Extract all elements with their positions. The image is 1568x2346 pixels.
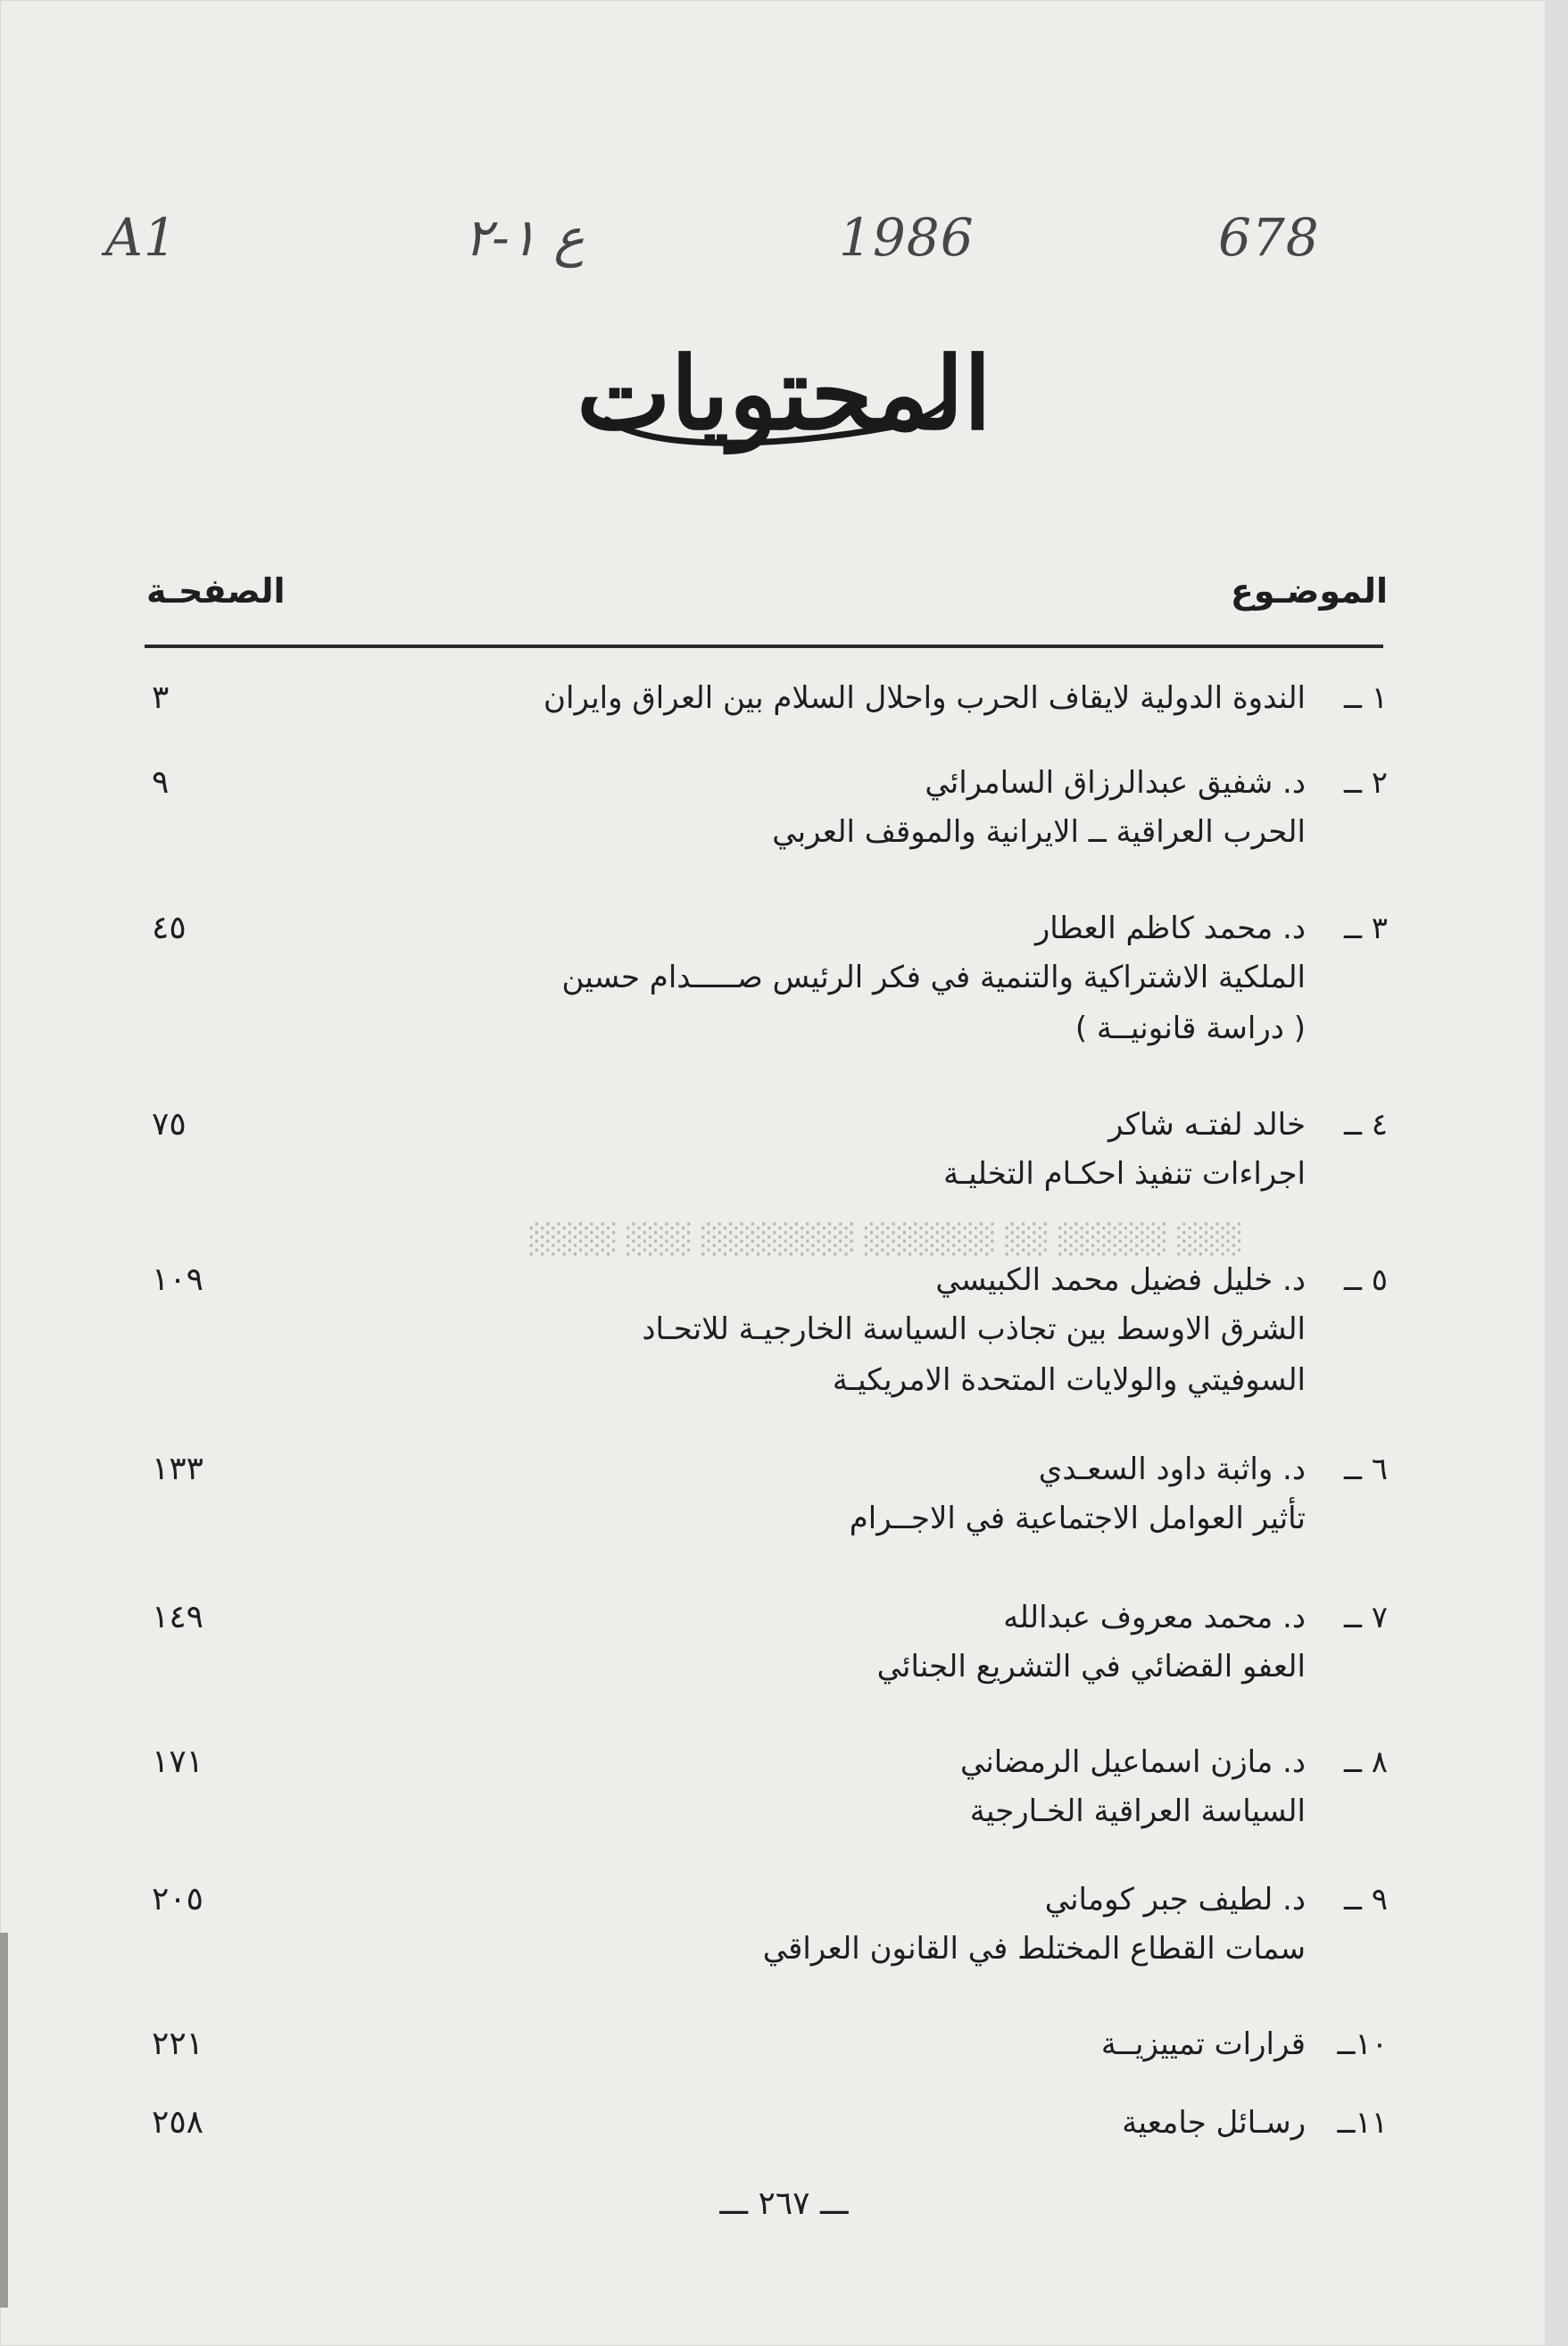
entry-title-line	[543, 678, 1388, 718]
subject-column-header: الموضـوع	[1230, 571, 1388, 611]
entry-author: خالد لفتـه شاكر	[1108, 1107, 1306, 1143]
entry-title: سمات القطاع المختلط في القانون العراقي	[762, 1931, 1306, 1967]
entry-title: الحرب العراقية ــ الايرانية والموقف العربي	[772, 814, 1306, 850]
entry-page-number: ١٣٣	[152, 1451, 204, 1487]
entry-number: ٦ ــ	[1344, 1452, 1388, 1487]
entry-author: د. واثبة داود السعـدي	[1038, 1452, 1306, 1487]
entry-title: الشرق الاوسط بين تجاذب السياسة الخارجيـة للاتحـاد	[642, 1311, 1306, 1347]
page-footer-number: ـــ ٢٦٧ ـــ	[719, 2185, 849, 2222]
header-divider	[145, 645, 1383, 648]
entry-author-line	[1039, 1450, 1388, 1489]
entry-title: اجراءات تنفيذ احكـام التخليـة	[943, 1156, 1306, 1192]
entry-author: د. محمد كاظم العطار	[1034, 911, 1306, 946]
entry-number: ٢ ــ	[1344, 765, 1388, 801]
entry-author-line	[1108, 1105, 1388, 1144]
page-column-header: الصفحـة	[146, 571, 286, 611]
entry-title: رسـائل جامعية	[1122, 2105, 1306, 2141]
handwritten-year: 1986	[839, 207, 975, 268]
entry-author-line	[1045, 1880, 1388, 1919]
entry-page-number: ٧٥	[152, 1106, 187, 1143]
entry-title: الملكية الاشتراكية والتنمية في فكر الرئيس صـــــدام حسين	[561, 960, 1306, 995]
entry-number: ٤ ــ	[1344, 1107, 1388, 1143]
entry-author-line	[935, 1260, 1388, 1300]
entry-page-number: ١٠٩	[152, 1261, 204, 1298]
entry-page-number: ١٧١	[152, 1743, 204, 1780]
entry-number: ١ ــ	[1344, 680, 1388, 716]
entry-author: د. خليل فضيل محمد الكبيسي	[935, 1262, 1306, 1298]
entry-page-number: ٣	[152, 679, 170, 716]
entry-author-line	[960, 1743, 1388, 1782]
entry-author: د. لطيف جبر كوماني	[1044, 1882, 1306, 1918]
entry-title: تأثير العوامل الاجتماعية في الاجــرام	[849, 1501, 1306, 1536]
entry-author-line	[1035, 909, 1388, 948]
entry-title-continued: السوفيتي والولايات المتحدة الامريكيـة	[832, 1362, 1306, 1398]
entry-author: د. مازن اسماعيل الرمضاني	[960, 1744, 1306, 1780]
entry-author-line	[925, 763, 1388, 803]
entry-page-number: ٢٠٥	[152, 1881, 204, 1918]
entry-title-line	[1101, 2025, 1388, 2064]
reverse-side-bleed-through: ░░░░ ░░░ ░░░░░░░ ░░░░░░ ░░ ░░░░░ ░░░	[527, 1222, 1240, 1256]
entry-author: د. محمد معروف عبدالله	[1003, 1600, 1306, 1635]
entry-author-line	[1003, 1598, 1388, 1637]
handwritten-middle-code: ع ١-٢	[464, 207, 585, 268]
entry-number: ٨ ــ	[1344, 1744, 1388, 1780]
entry-number: ١١ــ	[1337, 2105, 1388, 2141]
entry-title: السياسة العراقية الخـارجية	[969, 1793, 1306, 1829]
entry-title-continued: ( دراسة قانونيــة )	[1074, 1011, 1306, 1046]
entry-title-line	[1122, 2103, 1388, 2142]
entry-title: الندوة الدولية لايقاف الحرب واحلال السلام بين العراق وايران	[543, 680, 1306, 716]
entry-page-number: ٢٥٨	[152, 2104, 204, 2141]
entry-page-number: ٤٥	[152, 910, 187, 946]
entry-title: العفو القضائي في التشريع الجنائي	[876, 1649, 1306, 1685]
handwritten-left-code: A1	[105, 207, 178, 268]
entry-title: قرارات تمييزيــة	[1100, 2026, 1306, 2062]
entry-number: ٥ ــ	[1344, 1262, 1388, 1298]
binding-mark	[0, 1933, 8, 2308]
title-flourish-decoration	[598, 384, 955, 446]
entry-author: د. شفيق عبدالرزاق السامرائي	[925, 765, 1306, 801]
entry-page-number: ١٤٩	[152, 1599, 204, 1635]
handwritten-number: 678	[1218, 207, 1320, 268]
entry-number: ٣ ــ	[1344, 911, 1388, 946]
entry-page-number: ٢٢١	[152, 2026, 204, 2062]
entry-number: ١٠ــ	[1337, 2026, 1388, 2062]
entry-page-number: ٩	[152, 764, 170, 801]
page-title: المحتويات	[577, 336, 991, 453]
entry-number: ٩ ــ	[1344, 1882, 1388, 1918]
entry-number: ٧ ــ	[1344, 1600, 1388, 1635]
